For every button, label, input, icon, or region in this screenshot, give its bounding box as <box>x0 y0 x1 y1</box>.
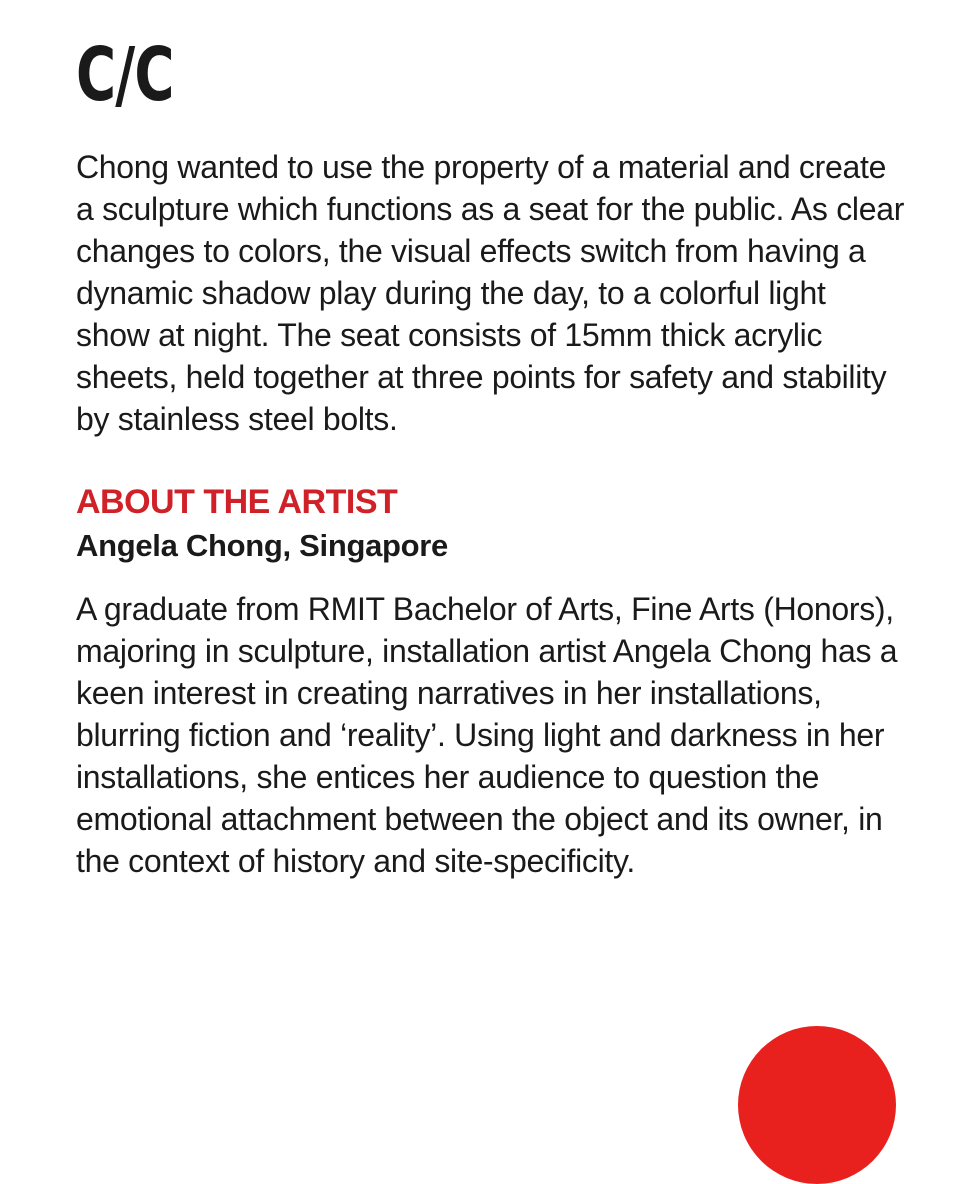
artwork-info-panel <box>76 30 906 882</box>
artwork-title: C/C <box>76 32 174 118</box>
artwork-description: Chong wanted to use the property of a material and create a sculpture which functions as a seat for the public. As clear changes to colors, the visual effects switch from having a dynamic shadow play during the day, to a colorful light show at night. The seat consists of 15mm thick acrylic sheets, held together at three points for safety and stability by stainless steel bolts. <box>76 149 905 437</box>
about-artist-heading: ABOUT THE ARTIST <box>76 483 398 521</box>
red-circle-decoration <box>738 1026 896 1184</box>
artist-bio: A graduate from RMIT Bachelor of Arts, Fine Arts (Honors), majoring in sculpture, installation artist Angela Chong has a keen interest in creating narratives in her installations, blurring fiction and ‘reality’. Using light and darkness in her installations, she entices her audience to question the emotional attachment between the object and its owner, in the context of history and site-specificity. <box>76 591 898 879</box>
artist-name: Angela Chong, Singapore <box>76 528 449 563</box>
